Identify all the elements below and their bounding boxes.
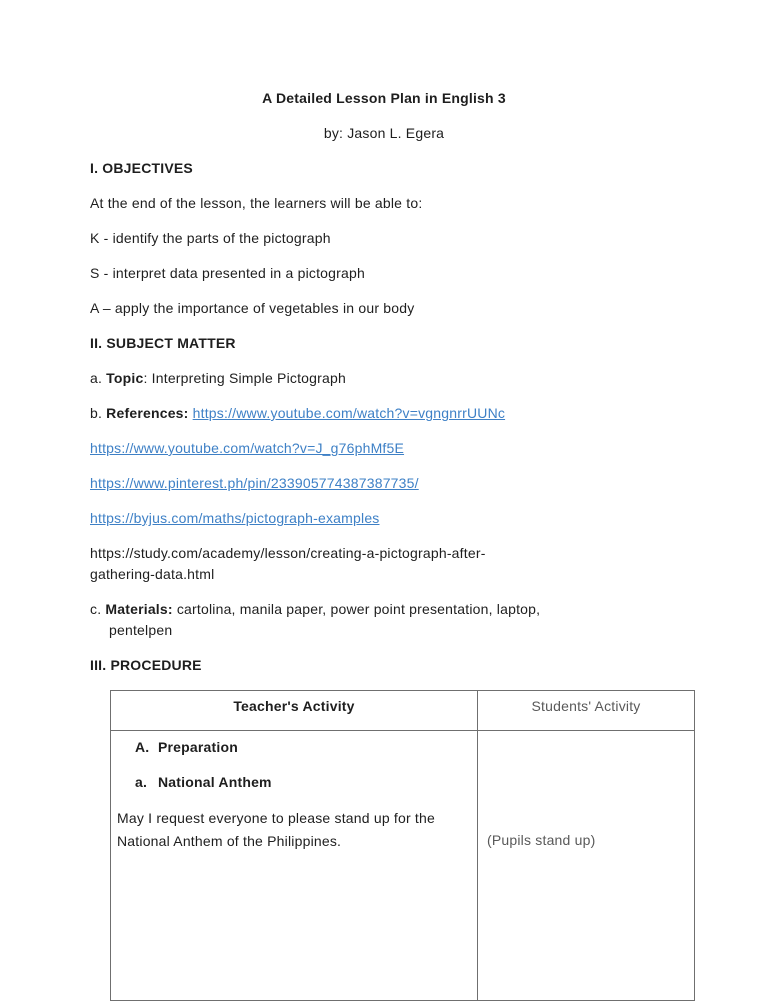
preparation-section [117, 737, 469, 758]
topic-text: : Interpreting Simple Pictograph [143, 370, 346, 386]
materials-text: cartolina, manila paper, power point presentation, laptop, [172, 601, 541, 617]
reference-link-byjus[interactable]: https://byjus.com/maths/pictograph-examples [90, 510, 380, 526]
teacher-activity-header: Teacher's Activity [111, 691, 478, 731]
table-header-row [111, 691, 695, 731]
subsection-marker: a. [135, 774, 148, 790]
references-prefix: b. [90, 405, 107, 421]
materials-prefix: c. [90, 601, 106, 617]
national-anthem-subsection [117, 772, 469, 793]
page-title: A Detailed Lesson Plan in English 3 [262, 90, 506, 106]
materials-row1 [90, 601, 540, 617]
reference-plain-line2: gathering-data.html [90, 566, 215, 582]
students-activity-cell [478, 731, 695, 1001]
reference-plain-study [90, 543, 678, 585]
references-label: References: [106, 405, 189, 421]
topic-prefix: a. [90, 370, 107, 386]
table-row [111, 731, 695, 1001]
teacher-dialogue: May I request everyone to please stand up for the National Anthem of the Philippines. [117, 810, 435, 849]
section-marker: A. [135, 739, 150, 755]
section-label: Preparation [158, 739, 238, 755]
procedure-table [110, 690, 695, 1001]
teacher-activity-cell [111, 731, 478, 1001]
reference-link-line [90, 508, 678, 529]
objective-item-s: S - interpret data presented in a pictograph [90, 265, 365, 281]
reference-link-youtube-1[interactable]: https://www.youtube.com/watch?v=vgngnrrUUNc [192, 405, 506, 421]
topic-line [90, 368, 678, 389]
objective-item-k: K - identify the parts of the pictograph [90, 230, 331, 246]
topic-label: Topic [106, 370, 144, 386]
section-heading-procedure: III. PROCEDURE [90, 657, 202, 673]
objective-item-a: A – apply the importance of vegetables in our body [90, 300, 415, 316]
materials-line [90, 599, 678, 641]
section-heading-subject-matter: II. SUBJECT MATTER [90, 335, 236, 351]
reference-plain-line1: https://study.com/academy/lesson/creating-a-pictograph-after- [90, 545, 486, 561]
objectives-intro: At the end of the lesson, the learners will be able to: [90, 195, 423, 211]
subsection-label: National Anthem [158, 774, 272, 790]
reference-link-youtube-2[interactable]: https://www.youtube.com/watch?v=J_g76phMf5E [90, 440, 405, 456]
byline: by: Jason L. Egera [323, 125, 445, 141]
references-line [90, 403, 678, 424]
reference-link-line [90, 473, 678, 494]
students-activity-header: Students' Activity [478, 691, 695, 731]
students-response: (Pupils stand up) [487, 832, 596, 848]
reference-link-line [90, 438, 678, 459]
reference-link-pinterest[interactable]: https://www.pinterest.ph/pin/233905774387387735/ [90, 475, 419, 491]
materials-wrap: pentelpen [109, 622, 173, 638]
materials-label: Materials: [105, 601, 173, 617]
section-heading-objectives: I. OBJECTIVES [90, 160, 193, 176]
